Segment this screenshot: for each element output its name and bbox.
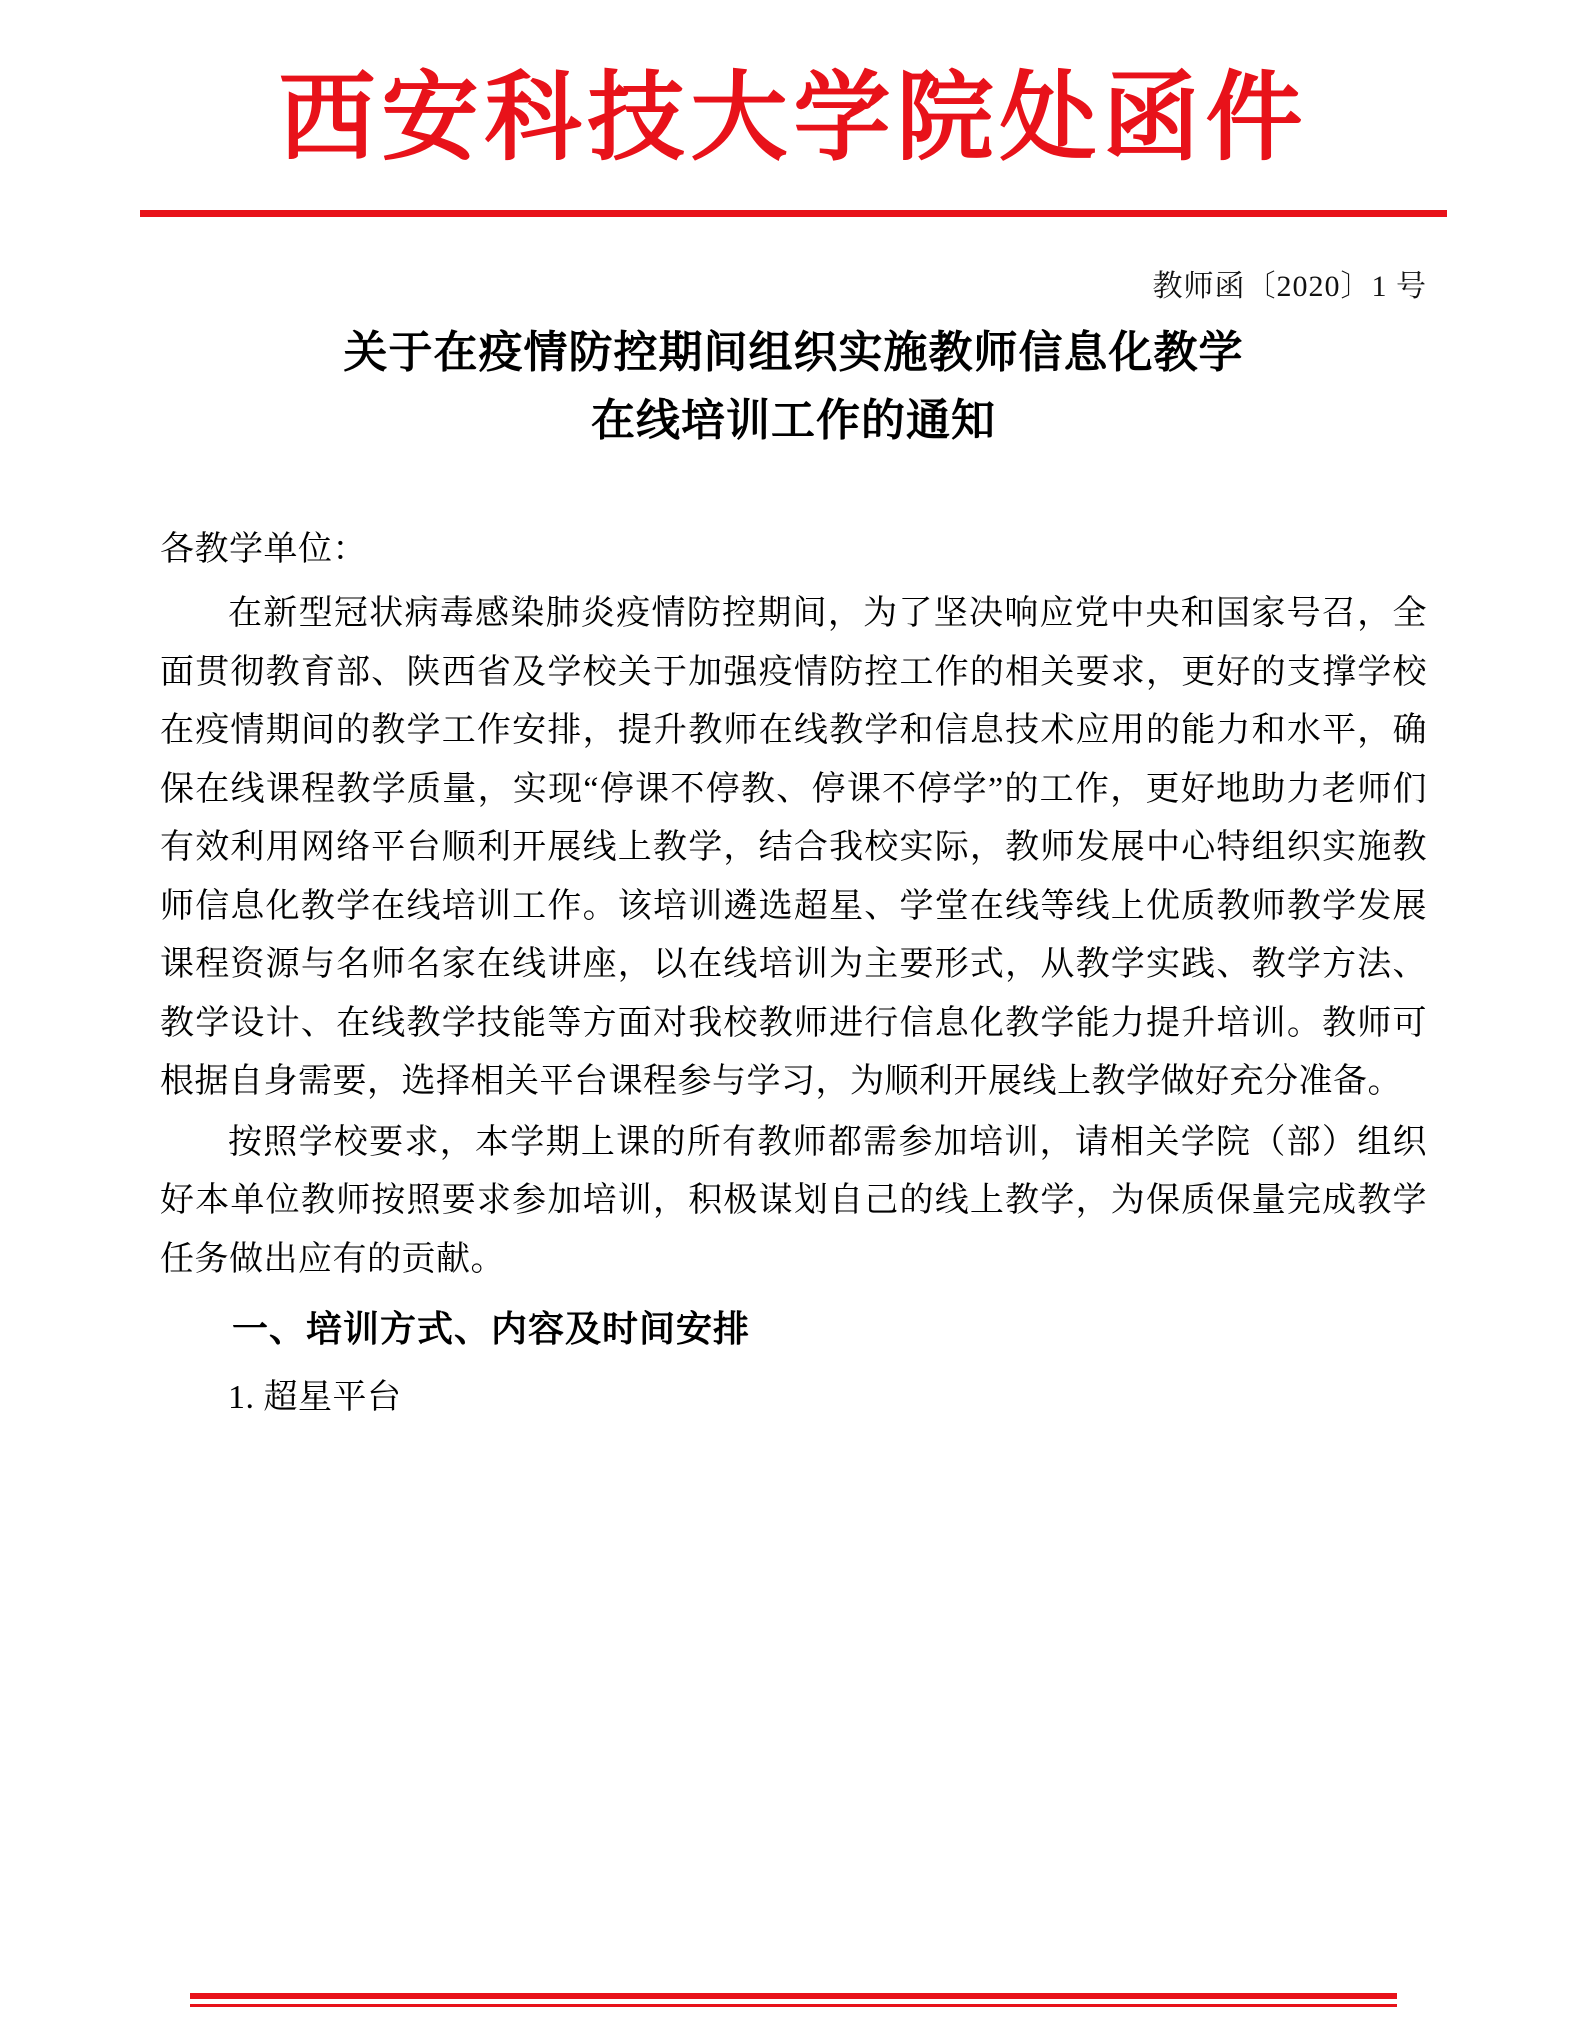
list-item-1: 1. 超星平台 xyxy=(228,1378,402,1416)
footer-divider xyxy=(0,1993,1587,2007)
salutation: 各教学单位： xyxy=(160,530,367,568)
letterhead-block xyxy=(0,0,1587,174)
body-paragraph-1: 在新型冠状病毒感染肺炎疫情防控期间，为了坚决响应党中央和国家号召，全面贯彻教育部、陕西省及学校关于加强疫情防控工作的相关要求，更好的支撑学校在疫情期间的教学工作安排，提升教师在线教学和信息技术应用的能力和水平，确保在线课程教学质量，实现“停课不停教、停课不停学”的工作，更好地助力老师们有效利用网络平台顺利开展线上教学，结合我校实际，教师发展中心特组织实施教师信息化教学在线培训工作。该培训遴选超星、学堂在线等线上优质教师教学发展课程资源与名师名家在线讲座，以在线培训为主要形式，从教学实践、教学方法、教学设计、在线教学技能等方面对我校教师进行信息化教学能力提升培训。教师可根据自身需要，选择相关平台课程参与学习，为顺利开展线上教学做好充分准备。 xyxy=(160,595,1427,1101)
document-body xyxy=(160,521,1427,1427)
subject-line-2: 在线培训工作的通知 xyxy=(591,394,996,446)
document-number: 教师函〔2020〕1 号 xyxy=(1152,269,1427,303)
letterhead-title: 西安科技大学院处函件 xyxy=(278,61,1309,174)
footer-rule-thin xyxy=(190,2004,1397,2007)
footer-rule-thick xyxy=(190,1993,1397,1999)
section-heading-1: 一、培训方式、内容及时间安排 xyxy=(232,1309,751,1351)
document-subject xyxy=(150,319,1437,455)
header-divider-rule xyxy=(140,210,1447,217)
subject-line-1: 关于在疫情防控期间组织实施教师信息化教学 xyxy=(343,326,1244,378)
body-paragraph-2: 按照学校要求，本学期上课的所有教师都需参加培训，请相关学院（部）组织好本单位教师按照要求参加培训，积极谋划自己的线上教学，为保质保量完成教学任务做出应有的贡献。 xyxy=(160,1123,1427,1278)
